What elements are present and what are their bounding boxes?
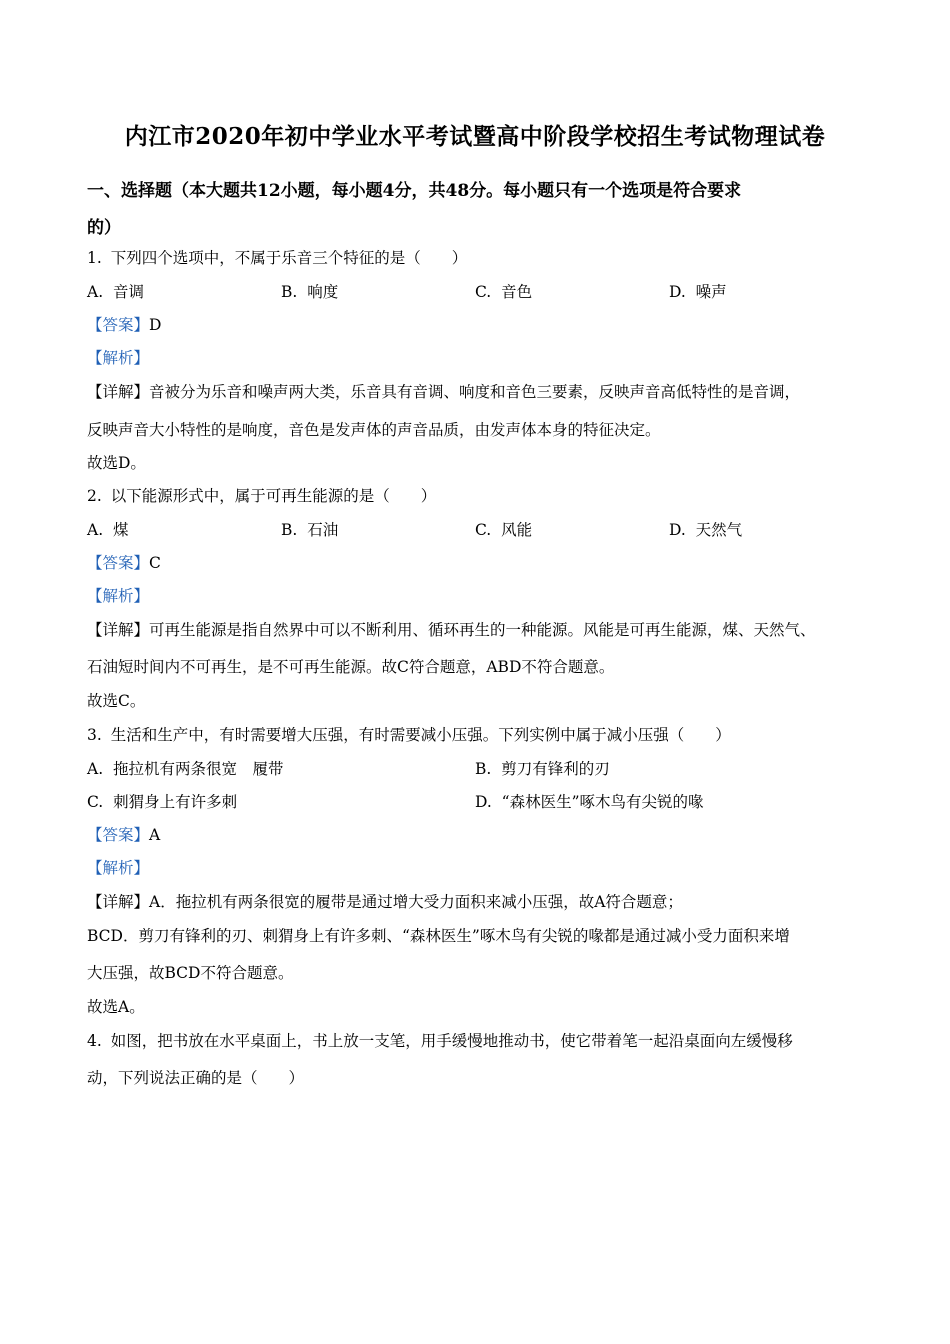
question-1-answer [87, 315, 161, 335]
detail-label: 【详解】 [87, 621, 150, 639]
question-3-option-b: B. 剪刀有锋利的刃 [475, 760, 610, 778]
question-3-detail-line-1: 【详解】A．拖拉机有两条很宽的履带是通过增大受力面积来减小压强，故A符合题意； [87, 893, 683, 911]
question-1-option-a: A. 音调 [87, 283, 144, 301]
question-3-option-c: C. 刺猬身上有许多刺 [87, 793, 238, 811]
question-2-option-a: A. 煤 [87, 521, 129, 539]
question-2-analysis-label: 【解析】 [87, 587, 150, 605]
question-2-stem [87, 486, 436, 506]
question-2-detail-line-2: 石油短时间内不可再生，是不可再生能源。故C符合题意，ABD不符合题意。 [87, 658, 615, 676]
answer-value: A [149, 826, 161, 844]
answer-value: C [149, 554, 161, 572]
question-1-detail-line-2: 反映声音大小特性的是响度，音色是发声体的声音品质，由发声体本身的特征决定。 [87, 421, 661, 439]
question-1-detail-line-1: 【详解】音被分为乐音和噪声两大类，乐音具有音调、响度和音色三要素，反映声音高低特性的是音调， [87, 383, 801, 401]
question-1-analysis-label: 【解析】 [87, 349, 150, 367]
question-2-option-b: B. 石油 [281, 521, 339, 539]
question-number: 4. [87, 1032, 102, 1050]
question-text: 生活和生产中，有时需要增大压强，有时需要减小压强。下列实例中属于减小压强（ ） [110, 726, 731, 744]
question-1-conclusion: 故选D。 [87, 454, 146, 472]
page-title: 内江市2020年初中学业水平考试暨高中阶段学校招生考试物理试卷 [124, 123, 826, 150]
question-1-stem [87, 248, 467, 268]
question-number: 1. [87, 249, 102, 267]
question-3-analysis-label: 【解析】 [87, 859, 150, 877]
question-2-option-c: C. 风能 [475, 521, 533, 539]
section-heading: 一、选择题（本大题共12小题，每小题4分，共48分。每小题只有一个选项是符合要求 [87, 181, 742, 201]
question-2-option-d: D. 天然气 [669, 521, 743, 539]
question-2-answer [87, 553, 161, 573]
question-1-option-b: B. 响度 [281, 283, 339, 301]
answer-label: 【答案】 [87, 554, 150, 572]
question-number: 2. [87, 487, 102, 505]
question-3-conclusion: 故选A。 [87, 998, 145, 1016]
question-2-detail-line-1: 【详解】可再生能源是指自然界中可以不断利用、循环再生的一种能源。风能是可再生能源，煤、天然气、 [87, 621, 816, 639]
answer-value: D [149, 316, 162, 334]
question-2-conclusion: 故选C。 [87, 692, 146, 710]
question-text: 以下能源形式中，属于可再生能源的是（ ） [110, 487, 437, 505]
question-1-option-d: D. 噪声 [669, 283, 727, 301]
detail-label: 【详解】 [87, 383, 150, 401]
question-text: 如图，把书放在水平桌面上，书上放一支笔，用手缓慢地推动书，使它带着笔一起沿桌面向左缓慢移 [110, 1032, 793, 1050]
answer-label: 【答案】 [87, 316, 150, 334]
question-text: 下列四个选项中，不属于乐音三个特征的是（ ） [110, 249, 468, 267]
question-4-stem-line-2: 动，下列说法正确的是（ ） [87, 1069, 305, 1087]
question-3-option-d: D. “森林医生”啄木鸟有尖锐的喙 [475, 793, 704, 811]
answer-label: 【答案】 [87, 826, 150, 844]
detail-label: 【详解】 [87, 893, 150, 911]
question-4-stem-line-1 [87, 1031, 793, 1051]
question-number: 3. [87, 726, 102, 744]
question-3-detail-line-2: BCD．剪刀有锋利的刃、刺猬身上有许多刺、“森林医生”啄木鸟有尖锐的喙都是通过减小受力面积来增 [87, 927, 790, 945]
question-3-detail-line-3: 大压强，故BCD不符合题意。 [87, 964, 294, 982]
question-3-answer [87, 825, 160, 845]
question-3-stem [87, 725, 731, 745]
question-1-option-c: C. 音色 [475, 283, 533, 301]
question-3-option-a: A. 拖拉机有两条很宽 履带 [87, 760, 284, 778]
section-heading-continued: 的） [87, 218, 121, 238]
